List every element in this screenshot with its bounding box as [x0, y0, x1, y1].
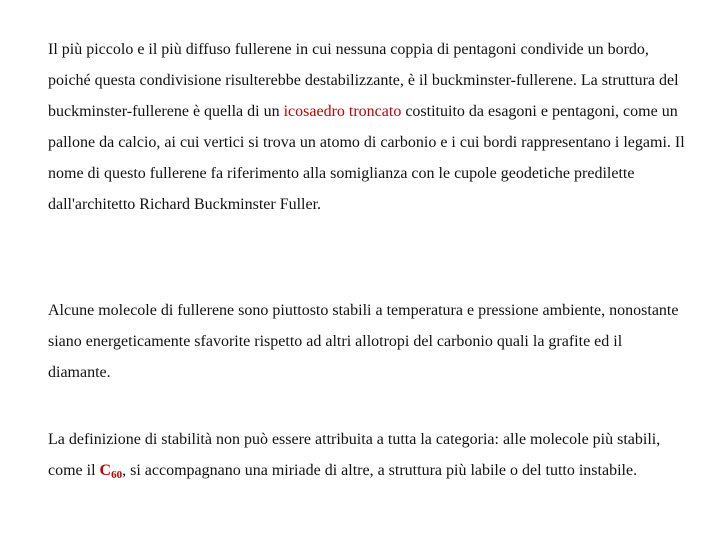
paragraph-1-text-b: costituito da esagoni e pentagoni, come un pallone da calcio, ai cui vertici si trova un atomo di carbonio e i cui bordi rappresentano i legami. Il nome di questo fullerene fa riferimento alla somiglianza con le cupole geodetiche predilette dall'architetto Richard Buckminster Fuller. [48, 103, 685, 213]
c60-formula-subscript: 60 [111, 469, 123, 481]
icosaedro-troncato-highlight: icosaedro troncato [283, 103, 402, 120]
paragraph-buckminsterfullerene [48, 34, 688, 220]
paragraph-1-text-a: Il più piccolo e il più diffuso fullerene in cui nessuna coppia di pentagoni condivide un bordo, poiché questa condivisione risulterebbe destabilizzante, è il buckminster-fullerene. La struttura del buckminster-fullerene è quella di un [48, 41, 679, 120]
paragraph-3-text-b: , si accompagnano una miriade di altre, a struttura più labile o del tutto instabile. [122, 462, 638, 479]
c60-formula-symbol: C [99, 462, 112, 479]
paragraph-definition [48, 424, 688, 486]
paragraph-2-text: Alcune molecole di fullerene sono piuttosto stabili a temperatura e pressione ambiente, nonostante siano energeticamente sfavorite rispetto ad altri allotropi del carbonio quali la grafite ed il diamante. [48, 302, 679, 381]
paragraph-stability [48, 295, 688, 388]
c60-formula [100, 462, 123, 479]
paragraph-3-text-a: La definizione di stabilità non può essere attribuita a tutta la categoria: alle molecole più stabili, come il [48, 431, 661, 479]
